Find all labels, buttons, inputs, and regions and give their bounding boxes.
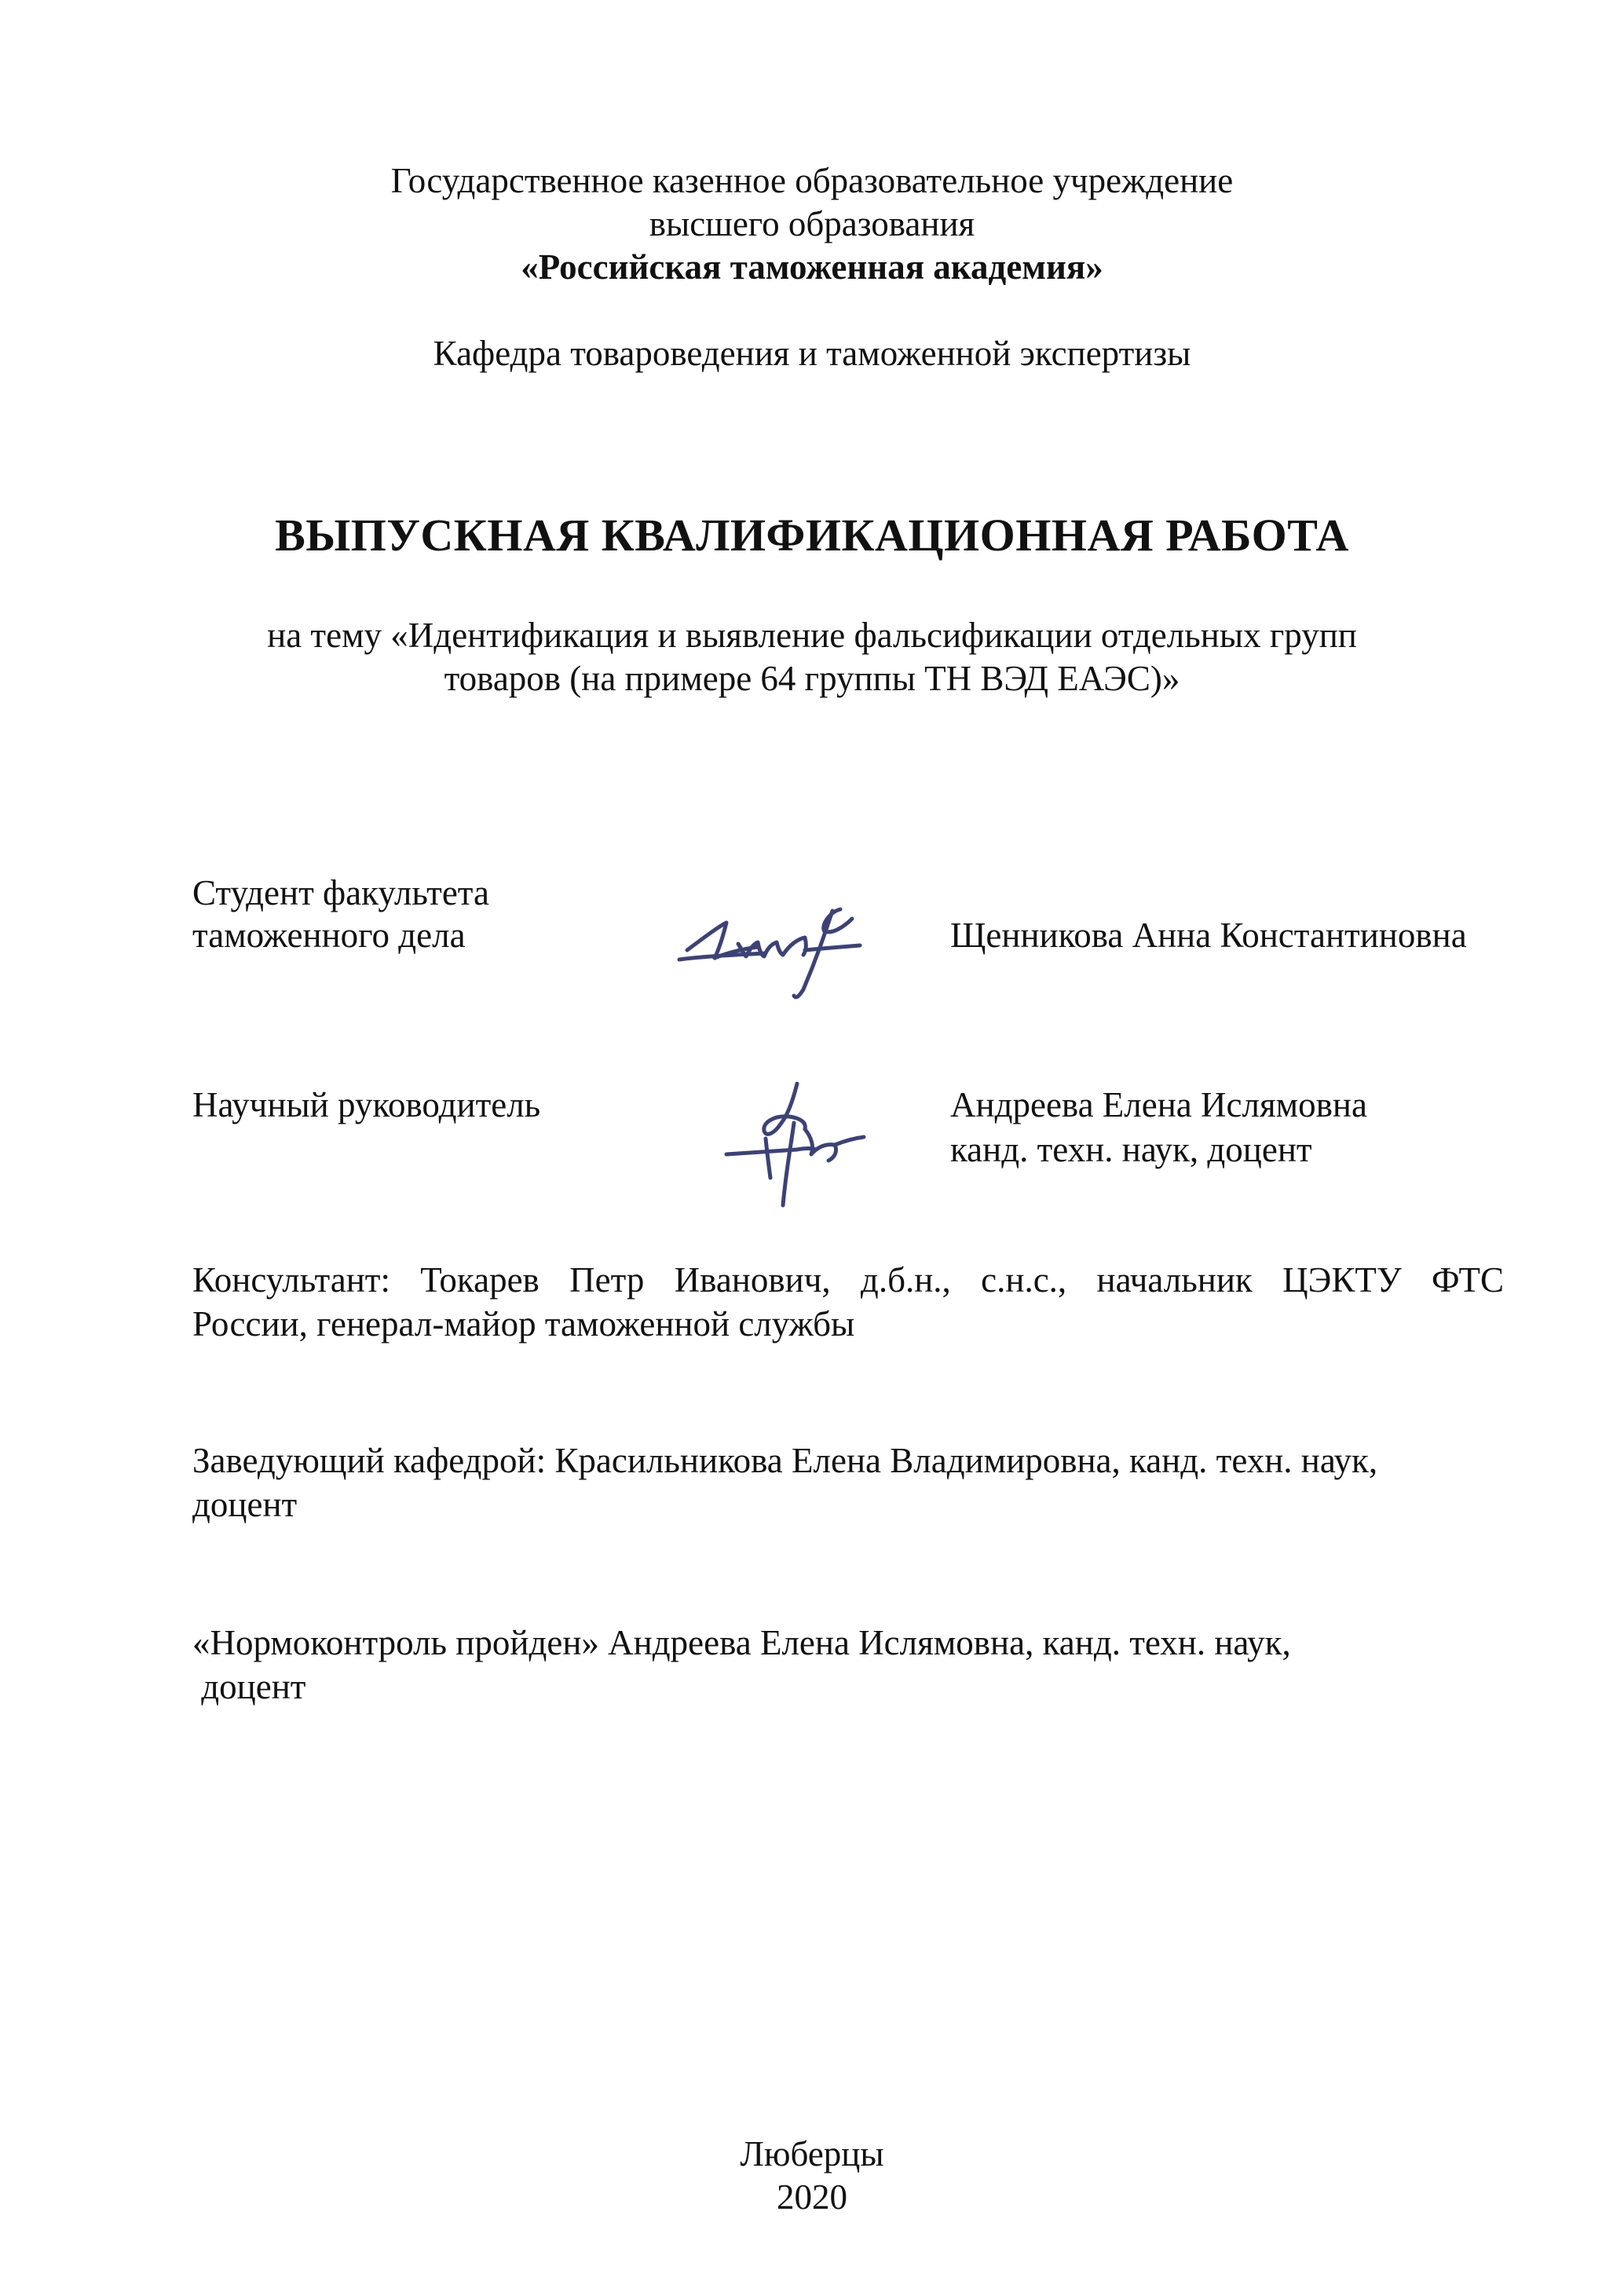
- institution-line-1: Государственное казенное образовательное учреждение: [390, 161, 1234, 200]
- supervisor-signature: [719, 1076, 876, 1217]
- year: 2020: [777, 2177, 847, 2217]
- supervisor-degree: канд. техн. наук, доцент: [950, 1130, 1312, 1169]
- normcontrol-line-2: доцент: [192, 1667, 306, 1706]
- head-of-department-line-2: доцент: [192, 1485, 298, 1524]
- institution-line-2: высшего образования: [649, 204, 975, 243]
- student-name: Щенникова Анна Константиновна: [950, 916, 1467, 955]
- head-of-department-line-1: Заведующий кафедрой: Красильникова Елена Владимировна, канд. техн. наук,: [192, 1441, 1378, 1480]
- topic-line-1: на тему «Идентификация и выявление фальсификации отдельных групп: [267, 616, 1357, 655]
- department-name: Кафедра товароведения и таможенной экспертизы: [433, 334, 1191, 373]
- supervisor-role: Научный руководитель: [192, 1085, 541, 1124]
- supervisor-name: Андреева Елена Ислямовна: [950, 1085, 1367, 1124]
- consultant-line-2: России, генерал-майор таможенной службы: [192, 1304, 855, 1344]
- topic-line-2: товаров (на примере 64 группы ТН ВЭД ЕАЭС)»: [444, 659, 1180, 698]
- student-role-line-2: таможенного дела: [192, 916, 466, 955]
- institution-name: «Российская таможенная академия»: [521, 247, 1103, 287]
- city: Люберцы: [740, 2134, 884, 2174]
- normcontrol-line-1: «Нормоконтроль пройден» Андреева Елена Ислямовна, канд. техн. наук,: [192, 1623, 1291, 1662]
- document-title: ВЫПУСКНАЯ КВАЛИФИКАЦИОННАЯ РАБОТА: [275, 510, 1349, 561]
- student-signature: [671, 895, 876, 1005]
- student-role-line-1: Студент факультета: [192, 873, 489, 912]
- consultant-line-1: Консультант: Токарев Петр Иванович, д.б.н., с.н.с., начальник ЦЭКТУ ФТС: [192, 1260, 1504, 1300]
